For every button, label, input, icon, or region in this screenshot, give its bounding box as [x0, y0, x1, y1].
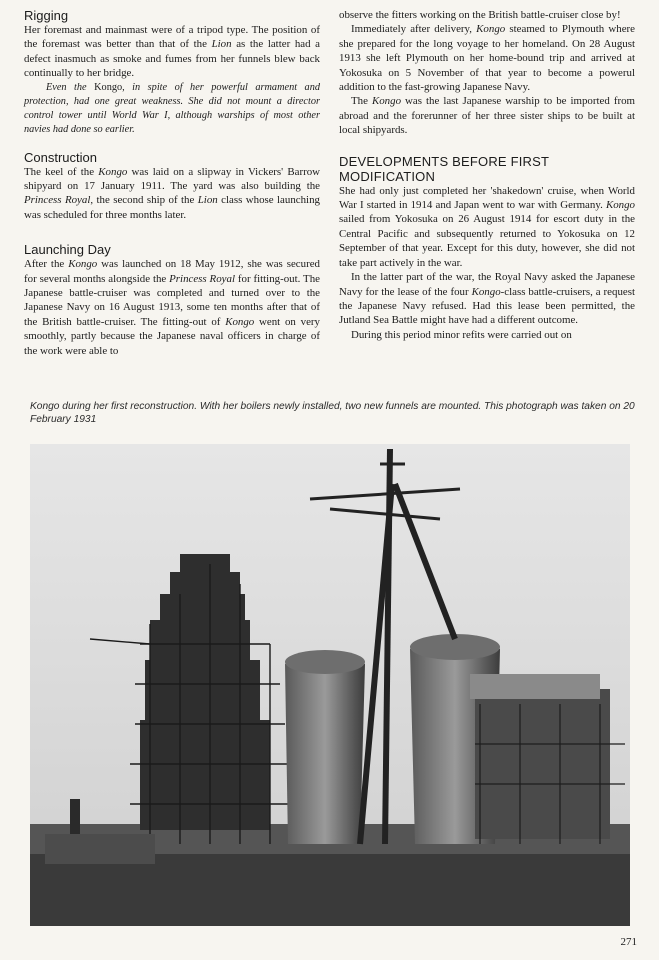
right-column: [339, 8, 635, 342]
refits-paragraph: During this period minor refits were carried out on: [351, 328, 572, 341]
delivery-paragraph: Immediately after delivery, Kongo steamed to Plymouth where she prepared for the long voyage to her homeland. On 28 August 1913 she left Plymouth on her home-bound trip and arrived at Yokosuka on 5 November of that year to become a powerul addition to the fast-growing Japanese Navy.: [339, 23, 635, 94]
heading-rigging: Rigging: [24, 8, 69, 23]
lease-paragraph: In the latter part of the war, the Royal Navy asked the Japanese Navy for the lease of the four Kongo-class battle-cruisers, a request the Japanese Navy refused. Had this lease been permitted, the Jutland Sea Battle might have had a different outcome.: [339, 271, 635, 327]
left-column: [24, 8, 320, 358]
continued-paragraph: observe the fitters working on the British battle-cruiser close by!: [339, 9, 621, 21]
last-import-paragraph: The Kongo was the last Japanese warship to be imported from abroad and the forerunner of her three sister ships to be built at local shipyards.: [339, 95, 636, 137]
heading-construction: Construction: [24, 149, 97, 165]
ww1-paragraph: She had only just completed her 'shakedown' cruise, when World War I started in 1914 and Japan went to war with Germany. Kongo sailed from Yokosuka on 26 August 1914 for escort duty in the Central Pacific and subsequently returned to Yokosuka on 12 September of that year. Except for this duty, however, she did not take part actively in the war.: [339, 184, 635, 269]
warship-image: [30, 444, 630, 926]
heading-launching-day: Launching Day: [24, 242, 111, 258]
rigging-paragraph: Her foremast and mainmast were of a tripod type. The position of the foremast was better than that of the Lion as the latter had a defect inasmuch as smoke and fumes from her funnels blew back continually to her bridge.: [24, 24, 321, 80]
launching-paragraph: After the Kongo was launched on 18 May 1912, she was secured for several months alongside the Princess Royal for fitting-out. The Japanese battle-cruiser was completed and turned over to the Japanese Navy on 16 August 1913, some ten months after that of the British battle-cruiser. The fitting-out of Kongo went on very smoothly, partly because the Japanese naval officers in charge of the work were able to: [24, 258, 320, 357]
photo-caption: Kongo during her first reconstruction. With her boilers newly installed, two new funnels are mounted. This photograph was taken on 20 February 1931: [30, 401, 635, 425]
construction-paragraph: The keel of the Kongo was laid on a slipway in Vickers' Barrow shipyard on 17 January 1911. The yard was also building the Princess Royal, the second ship of the Lion class whose launching was scheduled for three months later.: [24, 165, 321, 221]
warship-photograph: [30, 444, 630, 926]
page-number: 271: [620, 936, 637, 948]
heading-developments: DEVELOPMENTS BEFORE FIRST MODIFICATION: [339, 153, 550, 184]
rigging-quote: Even the Kongo, in spite of her powerful armament and protection, had one great weakness. She did not mount a director control tower until World War I, although warships of most other navies had done so earlier.: [24, 81, 320, 135]
